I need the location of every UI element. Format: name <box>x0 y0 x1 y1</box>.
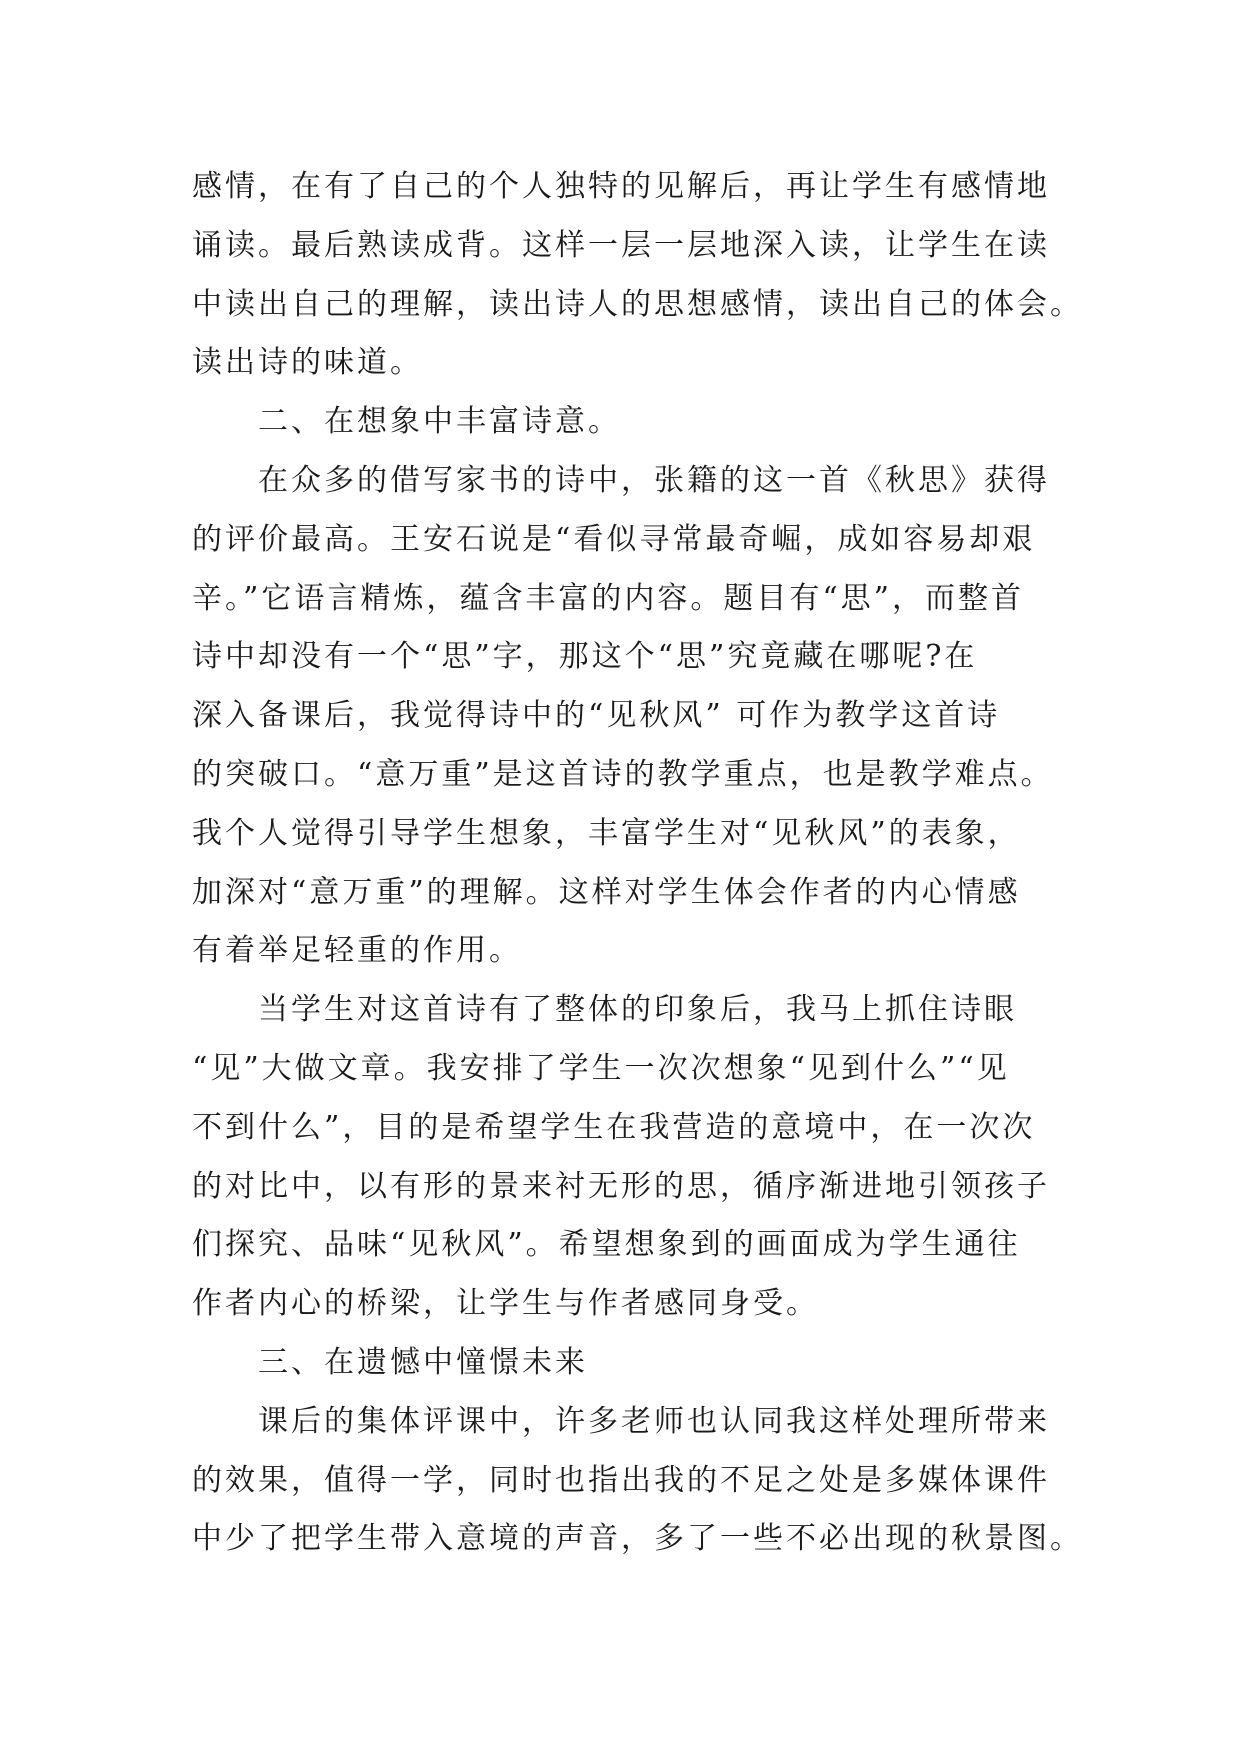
text-line: 诵读。最后熟读成背。这样一层一层地深入读，让学生在读 <box>192 227 1050 263</box>
text-line: 的效果，值得一学，同时也指出我的不足之处是多媒体课件 <box>192 1462 1050 1498</box>
text-line: 的评价最高。王安石说是“看似寻常最奇崛，成如容易却艰 <box>192 521 1036 557</box>
text-line: 感情，在有了自己的个人独特的见解后，再让学生有感情地 <box>192 169 1050 204</box>
text-line: 课后的集体评课中，许多老师也认同我这样处理所带来 <box>258 1403 1050 1439</box>
text-line: 的对比中，以有形的景来衬无形的思，循序渐进地引领孩子 <box>192 1168 1050 1204</box>
text-line: 深入备课后，我觉得诗中的“见秋风” 可作为教学这首诗 <box>192 698 1001 734</box>
text-line: 的突破口。“意万重”是这首诗的教学重点，也是教学难点。 <box>192 756 1054 792</box>
body-text <box>192 158 1083 1569</box>
text-line: 二、在想象中丰富诗意。 <box>258 404 621 440</box>
text-line: 作者内心的桥梁，让学生与作者感同身受。 <box>192 1286 819 1322</box>
text-line: 中读出自己的理解，读出诗人的思想感情，读出自己的体会。 <box>192 286 1083 322</box>
text-line: 读出诗的味道。 <box>192 345 423 381</box>
text-line: 中少了把学生带入意境的声音，多了一些不必出现的秋景图。 <box>192 1521 1083 1557</box>
text-line: “见”大做文章。我安排了学生一次次想象“见到什么”“见 <box>192 1050 1010 1086</box>
text-line: 三、在遗憾中憧憬未来 <box>258 1344 588 1380</box>
text-line: 我个人觉得引导学生想象，丰富学生对“见秋风”的表象， <box>192 815 1021 851</box>
text-line: 在众多的借写家书的诗中，张籍的这一首《秋思》获得 <box>258 462 1050 498</box>
text-line: 辛。”它语言精炼，蕴含丰富的内容。题目有“思”，而整首 <box>192 580 1025 616</box>
text-line: 诗中却没有一个“思”字，那这个“思”究竟藏在哪呢?在 <box>192 639 978 675</box>
text-line: 当学生对这首诗有了整体的印象后，我马上抓住诗眼 <box>258 992 1017 1028</box>
text-line: 有着举足轻重的作用。 <box>192 933 522 969</box>
text-line: 们探究、品味“见秋风”。希望想象到的画面成为学生通往 <box>192 1227 1021 1263</box>
text-line: 不到什么”，目的是希望学生在我营造的意境中，在一次次 <box>192 1109 1036 1145</box>
text-line: 加深对“意万重”的理解。这样对学生体会作者的内心情感 <box>192 874 1021 910</box>
